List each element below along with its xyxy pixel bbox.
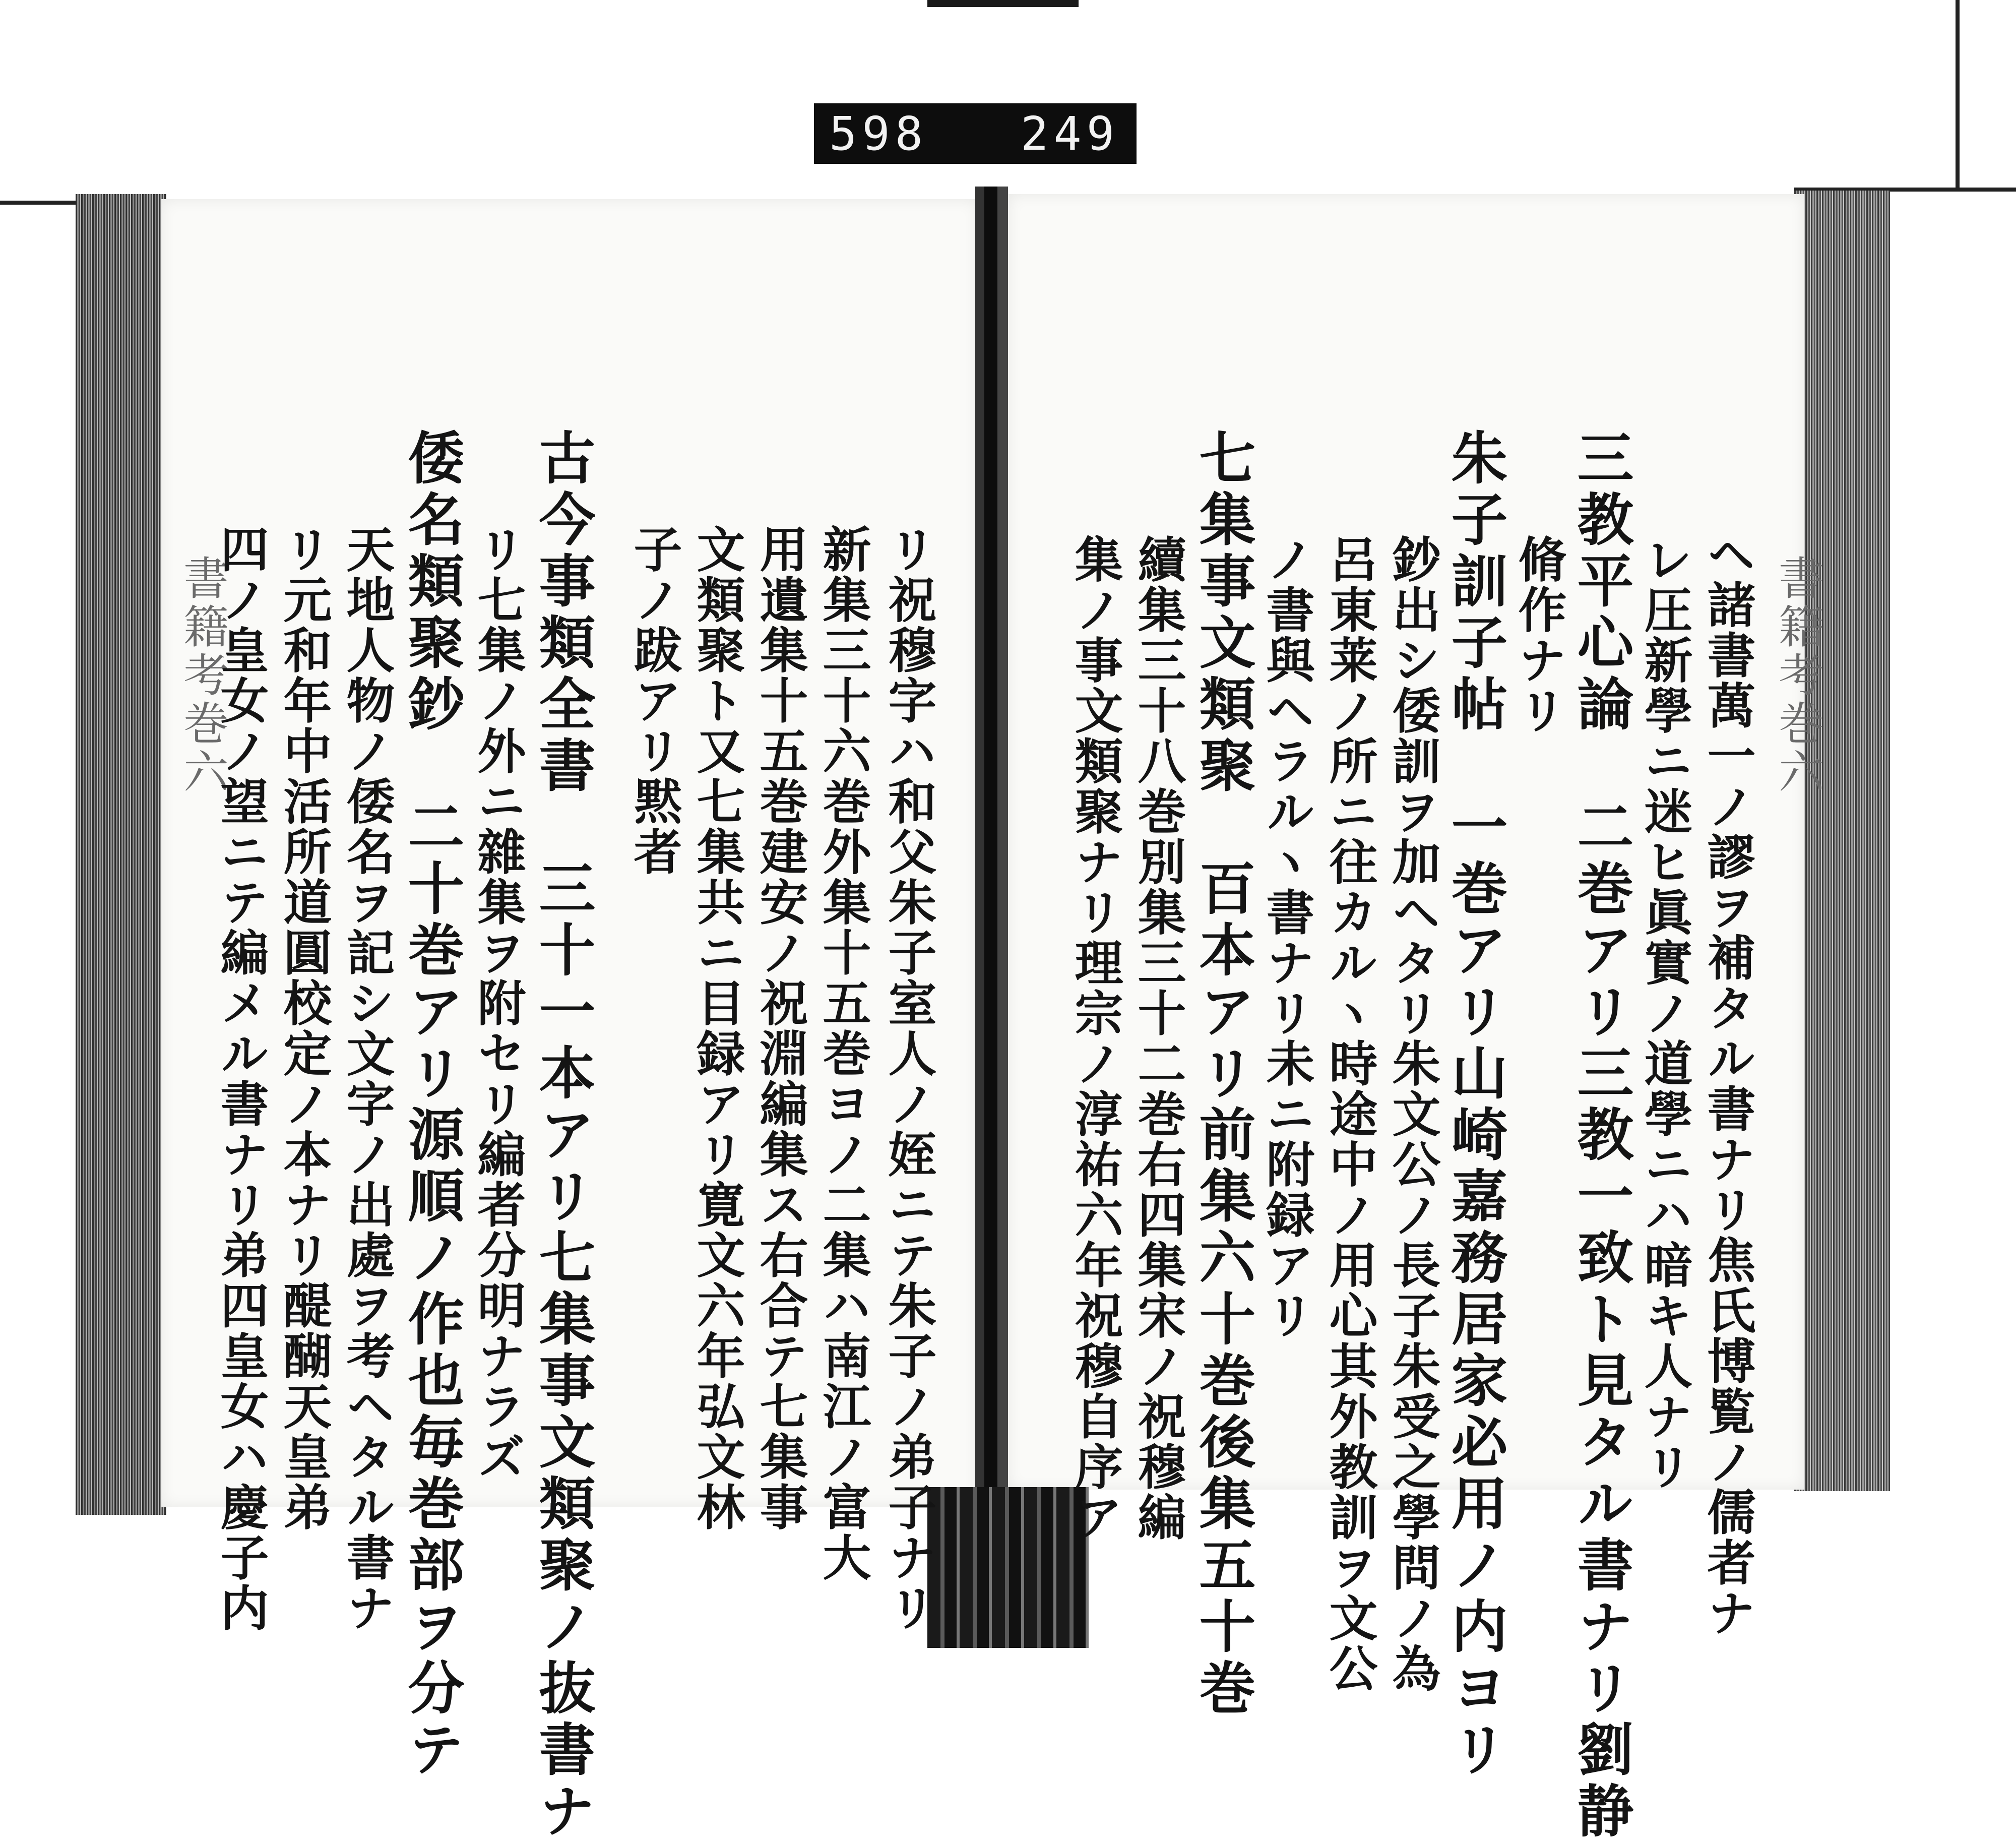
scanner-frame-top — [927, 0, 1079, 7]
left-col-8-entry-wamyoruijusho: 倭名類聚鈔 二十巻アリ源順ノ作也毎巻部ヲ分テ — [399, 428, 465, 1781]
left-col-1: リ祝穆字ハ和父朱子室人ノ姪ニテ朱子ノ弟子ナリ — [880, 524, 937, 1633]
right-col-1: ヘ諸書萬一ノ謬ヲ補タル書ナリ焦氏博覧ノ儒者ナ — [1699, 529, 1756, 1638]
right-col-11: 集ノ事文類聚ナリ理宗ノ淳祐六年祝穆自序ア — [1067, 534, 1124, 1543]
right-col-4: 脩作ナリ — [1510, 534, 1567, 736]
left-col-5: 子ノ跋アリ黙者 — [626, 524, 683, 877]
right-col-10: 續集三十八巻別集三十二巻右四集宋ノ祝穆編 — [1130, 534, 1187, 1543]
reel-number-left: 598 — [829, 106, 928, 161]
right-col-7: 呂東莱ノ所ニ往カルヽ時途中ノ用心其外教訓ヲ文公 — [1321, 534, 1378, 1694]
scanner-frame-bottom — [927, 1487, 1089, 1648]
right-col-8: ノ書與ヘラルヽ書ナリ未ニ附録アリ — [1258, 534, 1315, 1341]
page-edges-right — [1794, 191, 1890, 1491]
frame-corner-right — [1956, 0, 1960, 191]
reel-number-label — [814, 103, 1137, 164]
left-col-3: 用遺集十五巻建安ノ祝淵編集ス右合テ七集事 — [752, 524, 809, 1532]
left-col-4: 文類聚ト又七集共ニ目録アリ寛文六年弘文林 — [689, 524, 746, 1532]
right-col-5-entry-shushikunshijo: 朱子訓子帖 一巻アリ山崎嘉務居家必用ノ内ヨリ — [1442, 428, 1508, 1781]
left-col-2: 新集三十六巻外集十五巻ヨノ二集ハ南江ノ富大 — [815, 524, 872, 1583]
right-col-2: レ圧新學ニ迷ヒ眞實ノ道學ニハ暗キ人ナリ — [1636, 534, 1693, 1492]
left-col-6-entry-kokonjiruizensho: 古今事類全書 三十一本アリ七集事文類聚ノ抜書ナ — [530, 428, 596, 1843]
left-col-10: リ元和年中活所道圓校定ノ本ナリ醍醐天皇弟 — [276, 524, 333, 1532]
page-edges-left — [76, 194, 166, 1515]
left-col-7: リ七集ノ外ニ雜集ヲ附セリ編者分明ナラズ — [470, 524, 527, 1482]
right-col-3-entry-sankyoheishinron: 三教平心論 二巻アリ三教一致ト見タル書ナリ劉静 — [1568, 428, 1634, 1843]
right-col-6: 鈔出シ倭訓ヲ加ヘタリ朱文公ノ長子朱受之學問ノ為 — [1384, 534, 1441, 1694]
reel-number-right: 249 — [1021, 106, 1120, 161]
running-head-right: 書籍考巻六 — [1771, 555, 1823, 796]
frame-line-left — [0, 201, 76, 205]
book-gutter — [975, 187, 1008, 1548]
right-col-9-entry-shichishujibunruiju: 七集事文類聚 百本アリ前集六十巻後集五十巻 — [1190, 428, 1256, 1720]
left-col-11: 四ノ皇女ノ望ニテ編メル書ナリ弟四皇女ハ慶子内 — [213, 524, 270, 1633]
left-col-9: 天地人物ノ倭名ヲ記シ文字ノ出處ヲ考ヘタル書ナ — [339, 524, 396, 1633]
running-head-left: 書籍考巻六 — [175, 555, 228, 796]
